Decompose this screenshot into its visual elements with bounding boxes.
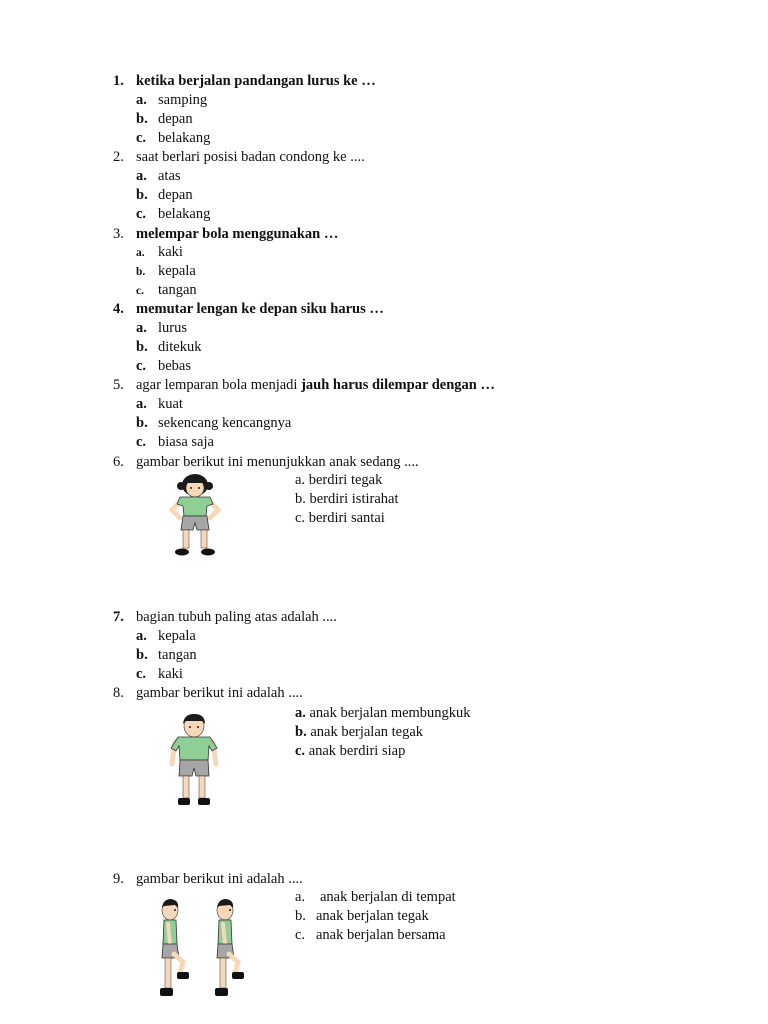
option-letter: c. <box>136 358 147 374</box>
boy-standing-illustration <box>162 712 226 812</box>
option-letter: a. <box>295 889 306 905</box>
option-text: biasa saja <box>158 434 214 450</box>
option-letter: a. <box>136 396 147 412</box>
question-number: 8. <box>113 685 124 701</box>
option-letter: c. <box>136 130 147 146</box>
option-line <box>295 704 471 722</box>
option-line <box>295 723 423 741</box>
question-text: melempar bola menggunakan … <box>136 226 339 242</box>
option-text: sekencang kencangnya <box>158 415 292 431</box>
option-letter: a. <box>136 628 147 644</box>
option-text: kepala <box>158 628 196 644</box>
option-letter: b. <box>136 266 146 278</box>
question-number: 6. <box>113 454 124 470</box>
option-text: belakang <box>158 206 211 222</box>
option-text: berdiri istirahat <box>309 491 399 507</box>
option-letter: b. <box>295 908 306 924</box>
option-text: ditekuk <box>158 339 202 355</box>
option-text: anak berdiri siap <box>308 743 406 759</box>
question-text: memutar lengan ke depan siku harus … <box>136 301 384 317</box>
option-letter: c. <box>136 666 147 682</box>
option-letter: a. <box>136 168 147 184</box>
option-letter: c. <box>295 743 306 759</box>
question-text <box>136 376 495 394</box>
option-text: anak berjalan tegak <box>310 724 424 740</box>
option-line <box>295 742 405 760</box>
option-letter: c. <box>295 927 306 943</box>
question-text: bagian tubuh paling atas adalah .... <box>136 609 337 625</box>
option-letter: a. <box>136 247 145 259</box>
option-letter: b. <box>136 111 148 127</box>
option-text: kuat <box>158 396 183 412</box>
question-text-bold: jauh harus dilempar dengan … <box>301 377 495 393</box>
option-text: lurus <box>158 320 187 336</box>
question-number: 2. <box>113 149 124 165</box>
option-letter: c. <box>136 206 147 222</box>
option-text: kaki <box>158 244 183 260</box>
question-text: gambar berikut ini adalah .... <box>136 685 303 701</box>
option-letter: a. <box>295 472 306 488</box>
option-line <box>295 471 382 489</box>
question-text: saat berlari posisi badan condong ke .... <box>136 149 365 165</box>
option-text: kaki <box>158 666 183 682</box>
option-letter: c. <box>136 285 144 297</box>
question-number: 1. <box>113 73 124 89</box>
option-text: depan <box>158 187 193 203</box>
option-text: tangan <box>158 282 197 298</box>
option-line <box>295 490 398 508</box>
option-letter: b. <box>136 647 148 663</box>
option-letter: b. <box>136 187 148 203</box>
option-letter: b. <box>136 415 148 431</box>
option-letter: c. <box>295 510 306 526</box>
question-text: gambar berikut ini adalah .... <box>136 871 303 887</box>
question-text: gambar berikut ini menunjukkan anak sedang .... <box>136 454 419 470</box>
question-text: ketika berjalan pandangan lurus ke … <box>136 73 376 89</box>
option-text: kepala <box>158 263 196 279</box>
question-number: 9. <box>113 871 124 887</box>
option-letter: c. <box>136 434 147 450</box>
option-letter: b. <box>295 724 307 740</box>
question-number: 3. <box>113 226 124 242</box>
option-text: anak berjalan membungkuk <box>309 705 471 721</box>
question-number: 4. <box>113 301 124 317</box>
boy-marching-illustration-2 <box>205 898 251 1004</box>
question-number: 7. <box>113 609 124 625</box>
boy-marching-illustration-1 <box>150 898 196 1004</box>
option-text: samping <box>158 92 208 108</box>
question-text-plain: agar lemparan bola menjadi <box>136 377 302 393</box>
question-number: 5. <box>113 377 124 393</box>
option-text: anak berjalan di tempat <box>320 889 456 905</box>
option-letter: b. <box>136 339 148 355</box>
option-text: berdiri santai <box>308 510 385 526</box>
option-text: tangan <box>158 647 197 663</box>
option-text: berdiri tegak <box>308 472 383 488</box>
option-line <box>295 509 385 527</box>
option-text: depan <box>158 111 193 127</box>
girl-standing-illustration <box>160 472 232 560</box>
option-letter: a. <box>295 705 306 721</box>
option-text: anak berjalan bersama <box>316 927 446 943</box>
option-text: bebas <box>158 358 192 374</box>
option-text: anak berjalan tegak <box>316 908 429 924</box>
option-text: atas <box>158 168 181 184</box>
option-letter: a. <box>136 92 147 108</box>
option-text: belakang <box>158 130 211 146</box>
option-letter: b. <box>295 491 306 507</box>
option-letter: a. <box>136 320 147 336</box>
